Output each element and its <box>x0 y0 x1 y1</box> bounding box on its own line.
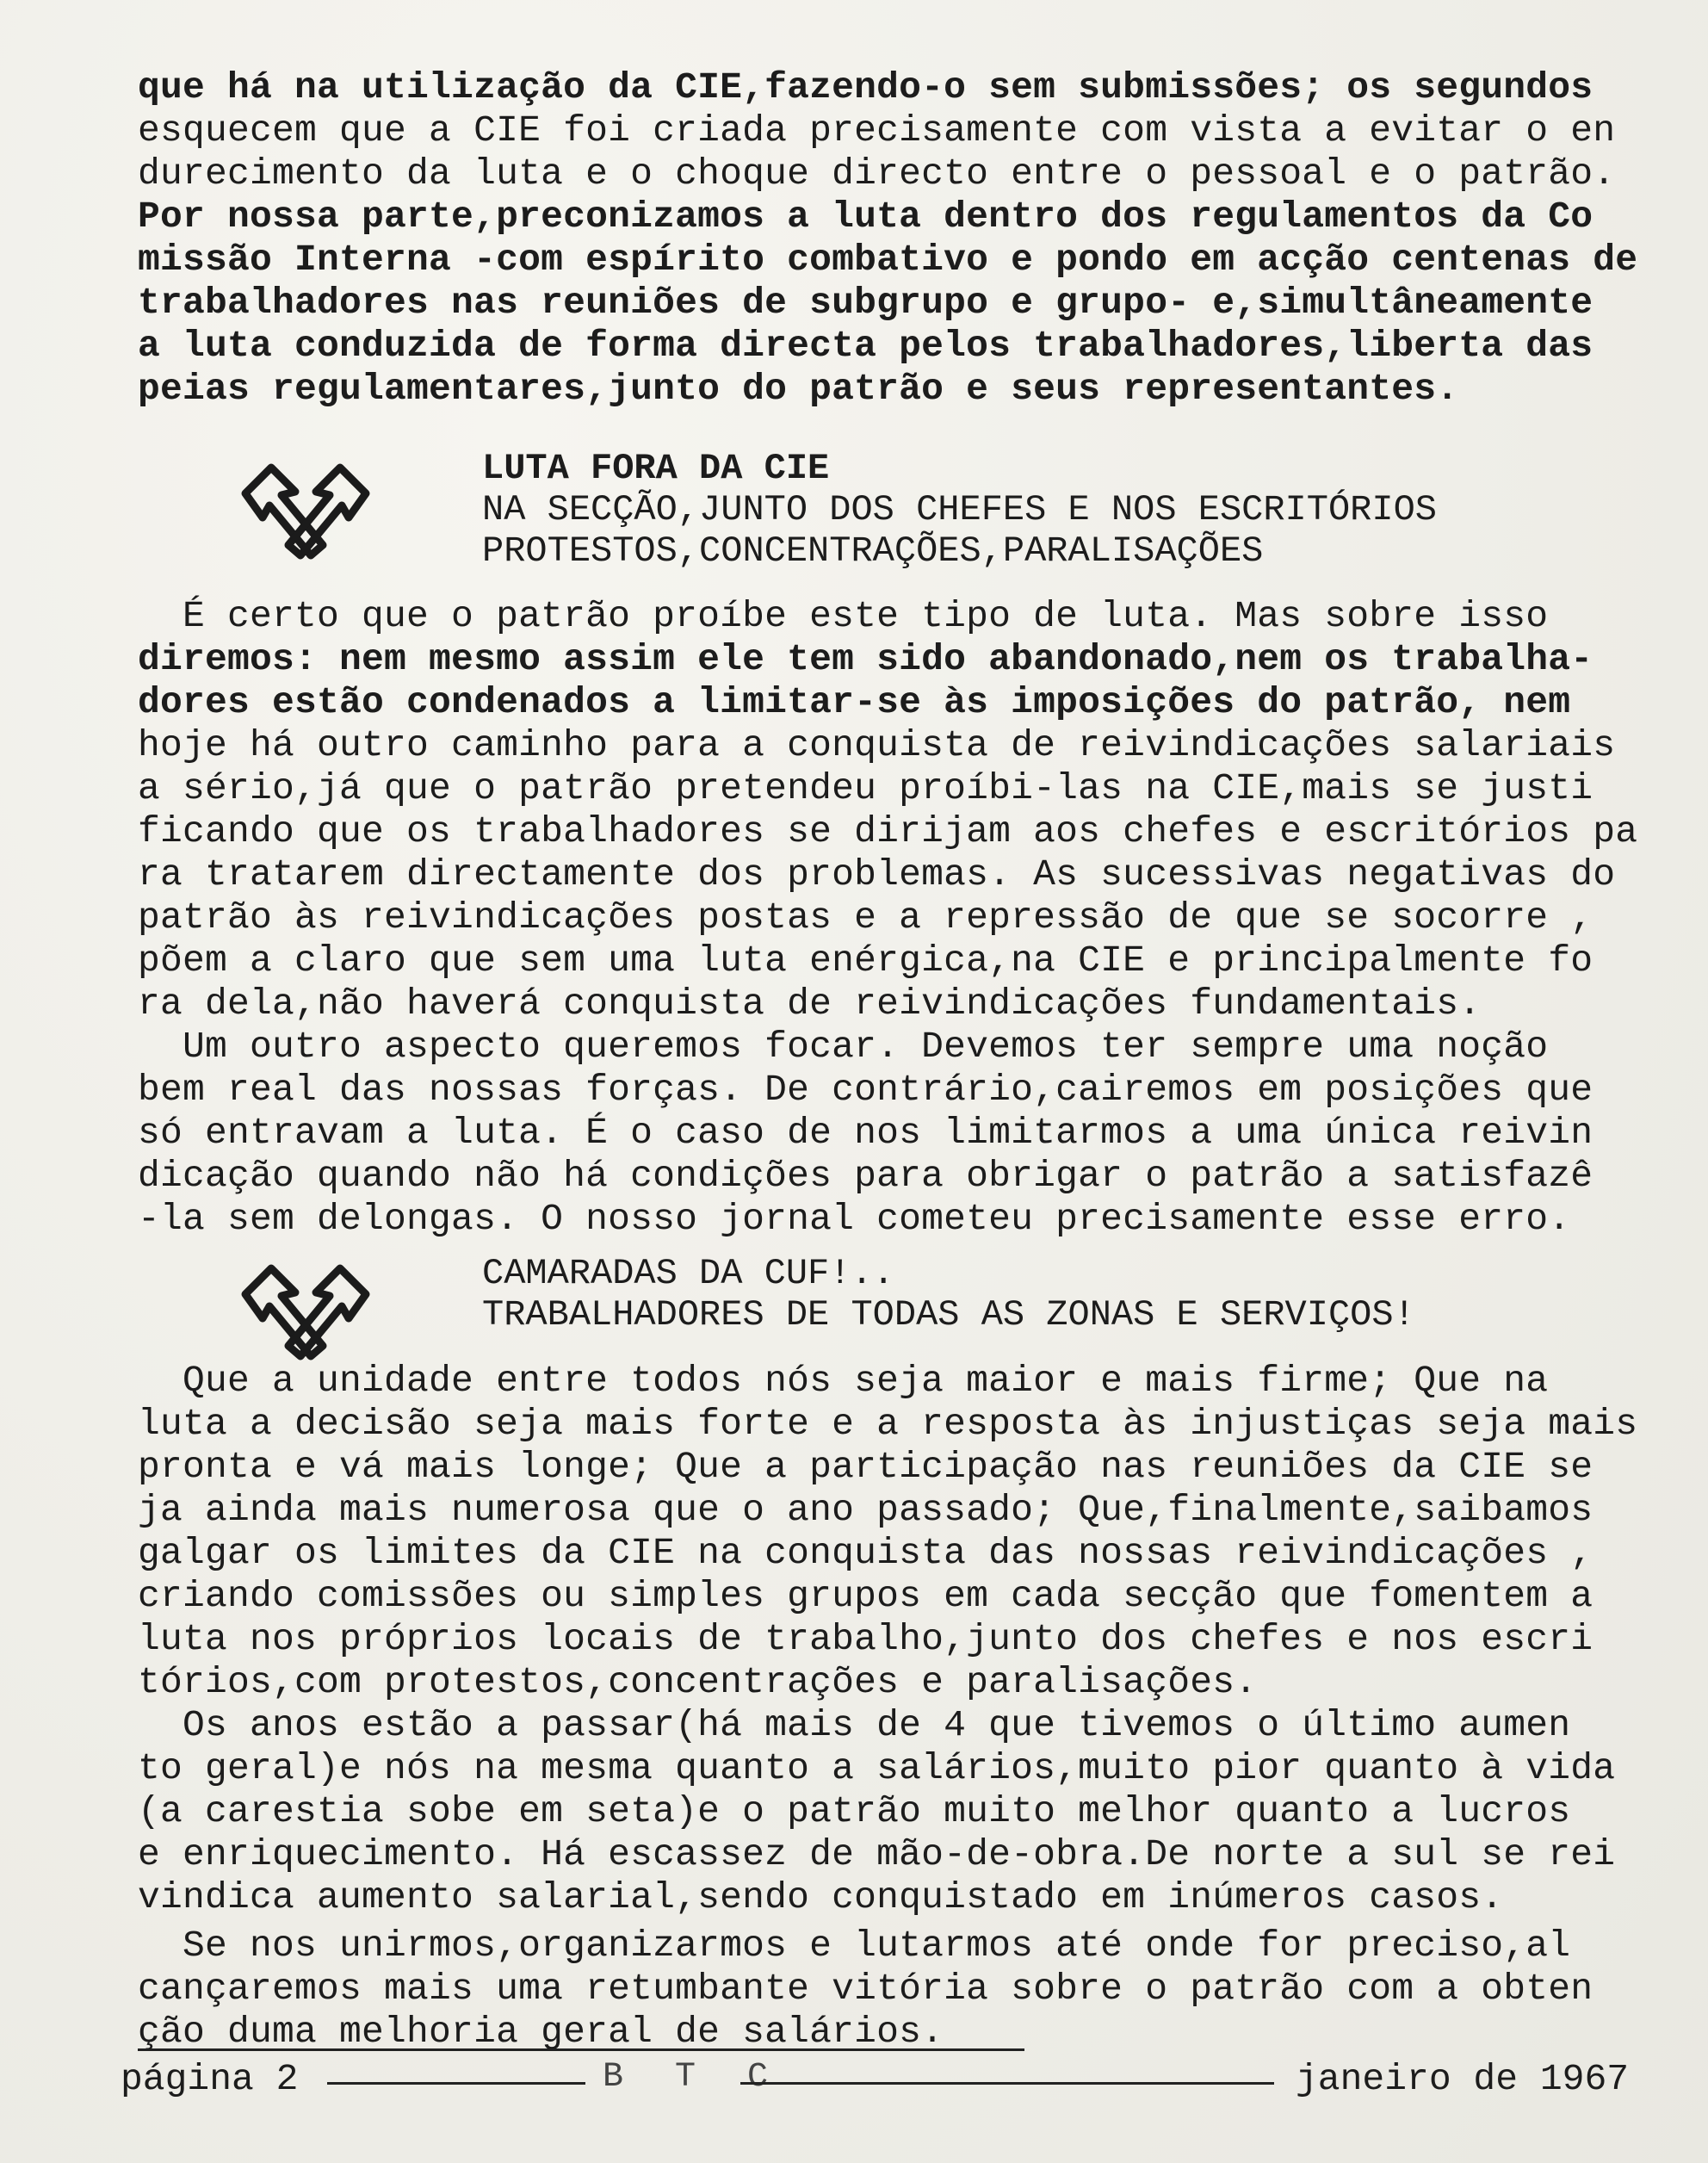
text-line: a luta conduzida de forma directa pelos trabalhadores,liberta das <box>138 325 1594 367</box>
text-line: tórios,com protestos,concentrações e paralisações. <box>138 1661 1258 1703</box>
text-line: durecimento da luta e o choque directo entre o pessoal e o patrão. <box>138 152 1616 195</box>
text-line: (a carestia sobe em seta)e o patrão muito melhor quanto a lucros <box>138 1790 1571 1832</box>
text-line: esquecem que a CIE foi criada precisamente com vista a evitar o en <box>138 109 1616 152</box>
text-line: põem a claro que sem uma luta enérgica,na CIE e principalmente fo <box>138 939 1594 982</box>
text-line: -la sem delongas. O nosso jornal cometeu precisamente esse erro. <box>138 1198 1571 1240</box>
heading-line: PROTESTOS,CONCENTRAÇÕES,PARALISAÇÕES <box>482 530 1264 572</box>
text-line: ja ainda mais numerosa que o ano passado; Que,finalmente,saibamos <box>138 1489 1594 1531</box>
text-line: Os anos estão a passar(há mais de 4 que tivemos o último aumen <box>138 1704 1571 1746</box>
text-line: dores estão condenados a limitar-se às imposições do patrão, nem <box>138 681 1571 723</box>
issue-date: janeiro de 1967 <box>1296 2058 1630 2100</box>
text-line: bem real das nossas forças. De contrário,cairemos em posições que <box>138 1069 1594 1111</box>
crossed-hammers-icon <box>228 452 383 564</box>
page-number: página 2 <box>121 2058 299 2100</box>
text-line: diremos: nem mesmo assim ele tem sido abandonado,nem os trabalha- <box>138 638 1594 680</box>
text-line: ficando que os trabalhadores se dirijam aos chefes e escritórios pa <box>138 810 1638 852</box>
footer-rule-left <box>327 2082 585 2085</box>
underline-rule <box>138 2048 1024 2051</box>
text-line: que há na utilização da CIE,fazendo-o sem submissões; os segundos <box>138 66 1594 108</box>
text-line: e enriquecimento. Há escassez de mão-de-obra.De norte a sul se rei <box>138 1833 1616 1875</box>
text-line: a sério,já que o patrão pretendeu proíbi-las na CIE,mais se justi <box>138 767 1594 809</box>
text-line: ra dela,não haverá conquista de reivindicações fundamentais. <box>138 982 1482 1025</box>
text-line: ra tratarem directamente dos problemas. As sucessivas negativas do <box>138 853 1616 896</box>
text-line: missão Interna -com espírito combativo e pondo em acção centenas de <box>138 239 1638 281</box>
text-line: cançaremos mais uma retumbante vitória sobre o patrão com a obten <box>138 1968 1594 2010</box>
text-line: patrão às reivindicações postas e a repressão de que se socorre , <box>138 896 1594 939</box>
heading-line: NA SECÇÃO,JUNTO DOS CHEFES E NOS ESCRITÓRIOS <box>482 489 1437 530</box>
text-line: Se nos unirmos,organizarmos e lutarmos até onde for preciso,al <box>138 1924 1571 1967</box>
heading-line: CAMARADAS DA CUF!.. <box>482 1253 894 1294</box>
footer-rule-right <box>740 2082 1274 2085</box>
text-line: hoje há outro caminho para a conquista de reivindicações salariais <box>138 724 1616 766</box>
text-line: galgar os limites da CIE na conquista das nossas reivindicações , <box>138 1532 1594 1574</box>
heading-line: TRABALHADORES DE TODAS AS ZONAS E SERVIÇOS! <box>482 1294 1415 1336</box>
text-line: dicação quando não há condições para obrigar o patrão a satisfazê <box>138 1155 1594 1197</box>
publication-title: B T C <box>603 2058 784 2097</box>
text-line: Por nossa parte,preconizamos a luta dentro dos regulamentos da Co <box>138 195 1594 238</box>
text-line: Que a unidade entre todos nós seja maior e mais firme; Que na <box>138 1360 1549 1402</box>
text-line: Um outro aspecto queremos focar. Devemos ter sempre uma noção <box>138 1026 1549 1068</box>
text-line: peias regulamentares,junto do patrão e seus representantes. <box>138 368 1459 410</box>
text-line: criando comissões ou simples grupos em cada secção que fomentem a <box>138 1575 1594 1617</box>
heading-line: LUTA FORA DA CIE <box>482 448 830 489</box>
text-line: É certo que o patrão proíbe este tipo de luta. Mas sobre isso <box>138 595 1549 637</box>
text-line: vindica aumento salarial,sendo conquistado em inúmeros casos. <box>138 1876 1504 1918</box>
text-line: luta nos próprios locais de trabalho,junto dos chefes e nos escri <box>138 1618 1594 1660</box>
text-line: só entravam a luta. É o caso de nos limitarmos a uma única reivin <box>138 1112 1594 1154</box>
text-line: trabalhadores nas reuniões de subgrupo e grupo- e,simultâneamente <box>138 282 1594 324</box>
text-line: ção duma melhoria geral de salários. <box>138 2011 944 2053</box>
text-line: to geral)e nós na mesma quanto a salários,muito pior quanto à vida <box>138 1747 1616 1789</box>
text-line: pronta e vá mais longe; Que a participação nas reuniões da CIE se <box>138 1446 1594 1488</box>
text-line: luta a decisão seja mais forte e a resposta às injustiças seja mais <box>138 1403 1638 1445</box>
crossed-hammers-icon <box>228 1253 383 1365</box>
